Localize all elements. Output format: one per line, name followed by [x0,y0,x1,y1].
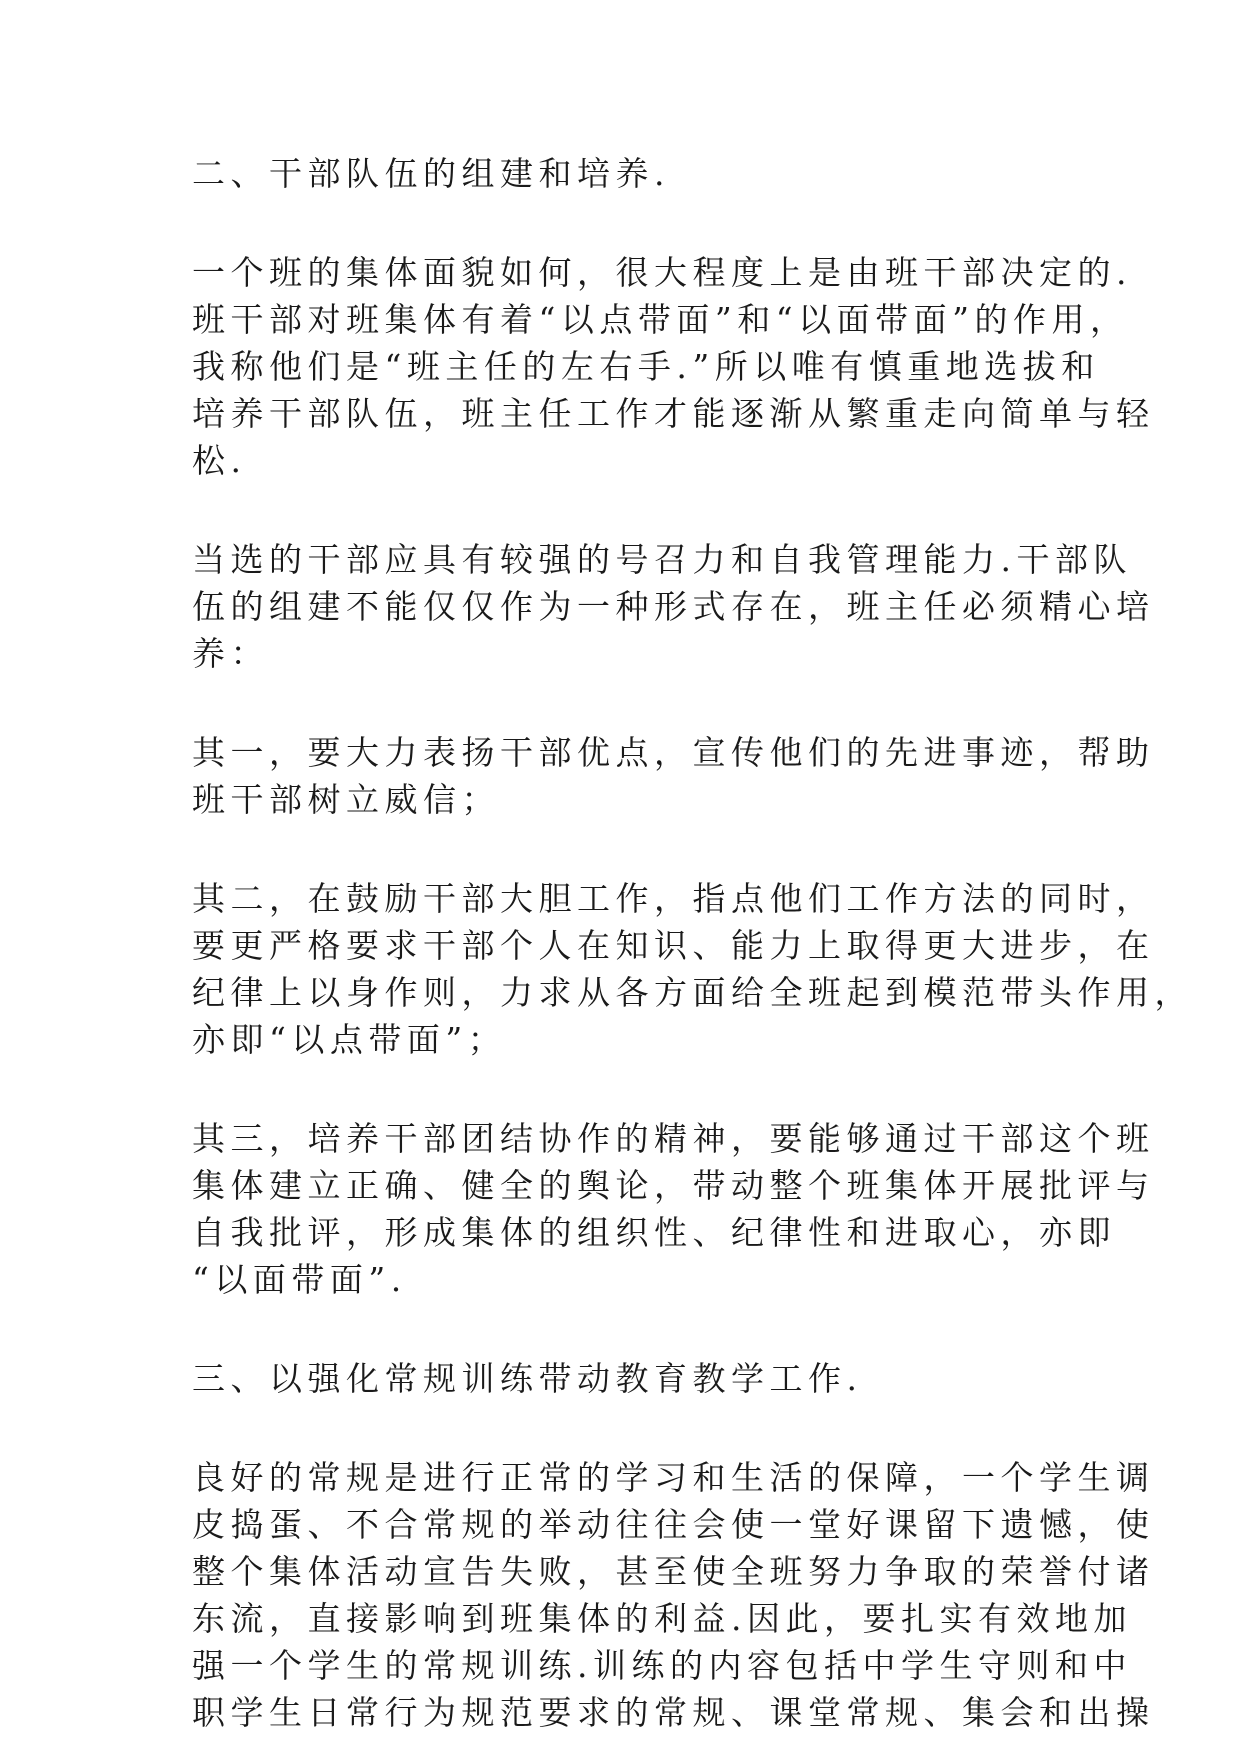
text-line: 自我批评，形成集体的组织性、纪律性和进取心，亦即 [192,1213,1116,1252]
section-heading-2 [192,150,1052,197]
text-line: 亦即“以点带面”； [192,1020,507,1059]
text-line: 伍的组建不能仅仅作为一种形式存在，班主任必须精心培 [192,587,1155,626]
text-line: 松. [192,441,247,480]
text-line: 纪律上以身作则，力求从各方面给全班起到模范带头作用， [192,973,1193,1012]
heading-text: 二、干部队伍的组建和培养. [192,154,670,193]
text-line: 养： [192,634,269,673]
text-line: 其二，在鼓励干部大胆工作，指点他们工作方法的同时， [192,879,1155,918]
text-line: 要更严格要求干部个人在知识、能力上取得更大进步，在 [192,926,1155,965]
text-line: 当选的干部应具有较强的号召力和自我管理能力.干部队 [192,540,1132,579]
paragraph-point-three [192,1115,1155,1303]
text-line: 职学生日常行为规范要求的常规、课堂常规、集会和出操 [192,1693,1155,1732]
paragraph-point-one [192,729,1155,823]
text-line: 我称他们是“班主任的左右手.”所以唯有慎重地选拔和 [192,347,1100,386]
paragraph-routine-training [192,1454,1155,1736]
text-line: 班干部对班集体有着“以点带面”和“以面带面”的作用， [192,300,1129,339]
text-line: 集体建立正确、健全的舆论，带动整个班集体开展批评与 [192,1166,1155,1205]
section-heading-3 [192,1355,1052,1402]
text-line: 整个集体活动宣告失败，甚至使全班努力争取的荣誉付诸 [192,1552,1155,1591]
paragraph-cadre-selection [192,536,1155,677]
text-line: 皮捣蛋、不合常规的举动往往会使一堂好课留下遗憾，使 [192,1505,1155,1544]
text-line: 培养干部队伍，班主任工作才能逐渐从繁重走向简单与轻 [192,394,1155,433]
heading-text: 三、以强化常规训练带动教育教学工作. [192,1359,863,1398]
text-line: 良好的常规是进行正常的学习和生活的保障，一个学生调 [192,1458,1155,1497]
text-line: “以面带面”. [192,1260,407,1299]
text-line: 东流，直接影响到班集体的利益.因此，要扎实有效地加 [192,1599,1132,1638]
text-line: 强一个学生的常规训练.训练的内容包括中学生守则和中 [192,1646,1132,1685]
paragraph-cadre-importance [192,249,1155,484]
text-line: 其一，要大力表扬干部优点，宣传他们的先进事迹，帮助 [192,733,1155,772]
text-line: 其三，培养干部团结协作的精神，要能够通过干部这个班 [192,1119,1155,1158]
document-body [192,150,1193,1736]
text-line: 班干部树立威信； [192,780,500,819]
paragraph-point-two [192,875,1193,1063]
text-line: 一个班的集体面貌如何，很大程度上是由班干部决定的. [192,253,1132,292]
